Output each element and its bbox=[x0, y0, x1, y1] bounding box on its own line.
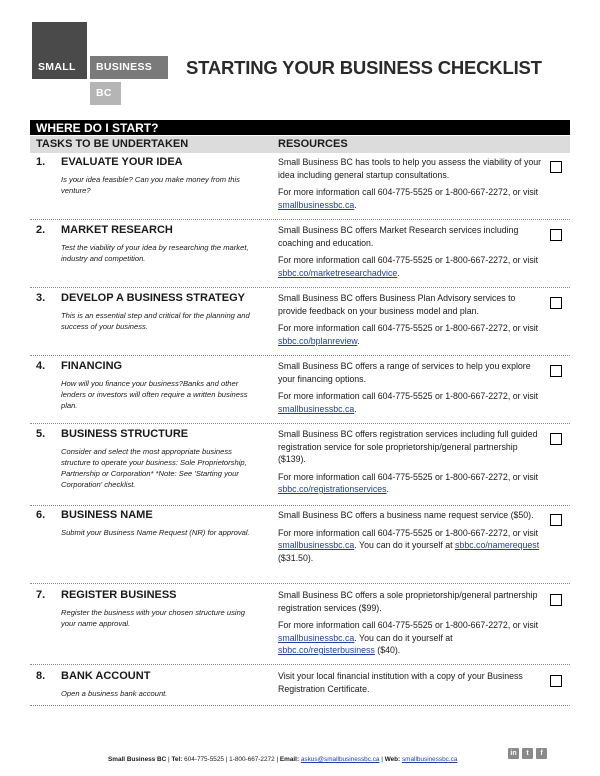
item-resources bbox=[278, 360, 542, 420]
resource-link[interactable]: smallbusinessbc.ca bbox=[278, 199, 355, 210]
contact-text-end: . bbox=[397, 267, 400, 278]
facebook-icon[interactable]: f bbox=[536, 748, 547, 759]
item-description: Submit your Business Name Request (NR) for approval. bbox=[61, 528, 250, 537]
item-description: How will you finance your business?Banks and other lenders or investors will often require a written business plan. bbox=[61, 379, 248, 410]
resource-text: Visit your local financial institution with a copy of your Business Registration Certificate. bbox=[278, 671, 523, 694]
item-title: MARKET RESEARCH bbox=[61, 224, 173, 236]
item-number: 8. bbox=[36, 670, 46, 682]
item-description: This is an essential step and critical for the planning and success of your business. bbox=[61, 311, 250, 331]
twitter-icon[interactable]: t bbox=[522, 748, 533, 759]
resource-contact bbox=[278, 254, 542, 279]
footer bbox=[108, 756, 457, 763]
logo-text-small: SMALL bbox=[38, 61, 76, 73]
self-service-link[interactable]: sbbc.co/registerbusiness bbox=[278, 645, 375, 655]
checkbox[interactable] bbox=[550, 514, 562, 526]
item-number: 6. bbox=[36, 509, 46, 521]
checklist-row bbox=[30, 357, 570, 424]
contact-text-mid: . You can do it yourself at bbox=[354, 540, 456, 550]
page-title: STARTING YOUR BUSINESS CHECKLIST bbox=[186, 57, 542, 78]
footer-web-label: Web: bbox=[384, 756, 401, 763]
footer-sep: | bbox=[168, 756, 170, 763]
contact-text: For more information call 604-775-5525 or 1-800-667-2272, or visit bbox=[278, 471, 539, 482]
self-service-link[interactable]: sbbc.co/namerequest bbox=[455, 540, 540, 550]
checklist-row bbox=[30, 506, 570, 584]
item-resources bbox=[278, 509, 542, 569]
footer-tel: 604-775-5525 | 1-800-667-2272 bbox=[184, 756, 275, 763]
contact-text: For more information call 604-775-5525 or 1-800-667-2272, or visit bbox=[278, 187, 539, 197]
item-resources bbox=[278, 670, 542, 700]
contact-text: For more information call 604-775-5525 or 1-800-667-2272, or visit bbox=[278, 323, 539, 333]
checkbox[interactable] bbox=[550, 433, 562, 445]
item-title: BUSINESS NAME bbox=[61, 509, 153, 521]
checkbox[interactable] bbox=[550, 594, 562, 606]
resource-link[interactable]: sbbc.co/registrationservices bbox=[278, 484, 387, 494]
footer-tel-label: Tel: bbox=[171, 756, 183, 763]
checklist-row bbox=[30, 289, 570, 356]
checkbox[interactable] bbox=[550, 229, 562, 241]
resource-contact bbox=[278, 527, 542, 565]
section-heading-text: WHERE DO I START? bbox=[36, 121, 159, 135]
footer-org: Small Business BC bbox=[108, 756, 167, 763]
logo-text-business: BUSINESS bbox=[96, 61, 153, 73]
item-title: FINANCING bbox=[61, 360, 123, 372]
resource-text: Small Business BC offers a business name request service ($50). bbox=[278, 510, 534, 520]
footer-sep: | bbox=[276, 756, 279, 763]
item-resources bbox=[278, 589, 542, 662]
checkbox[interactable] bbox=[550, 365, 562, 377]
resource-text: Small Business BC offers Market Research services including coaching and education. bbox=[278, 225, 519, 248]
contact-text: For more information call 604-775-5525 or 1-800-667-2272, or visit bbox=[278, 255, 539, 265]
resource-link[interactable]: smallbusinessbc.ca bbox=[278, 540, 355, 550]
item-description: Consider and select the most appropriate business structure to operate your business: Sole Proprietorship, Partnership or Corporation* *Note: See 'Starting your Corporation' checklist. bbox=[61, 447, 247, 489]
footer-email-link[interactable]: askus@smallbusinessbc.ca bbox=[300, 756, 380, 763]
resource-text: Small Business BC has tools to help you assess the viability of your idea including general startup consultations. bbox=[278, 157, 542, 180]
checklist-row bbox=[30, 153, 570, 220]
checkbox[interactable] bbox=[550, 161, 562, 173]
contact-text-end: ($31.50). bbox=[278, 552, 314, 563]
column-headers bbox=[30, 136, 570, 153]
contact-text-end: . bbox=[354, 403, 357, 414]
resource-link[interactable]: smallbusinessbc.ca bbox=[278, 632, 355, 643]
checklist-row bbox=[30, 425, 570, 506]
resource-text: Small Business BC offers a range of services to help you explore your financing options. bbox=[278, 361, 531, 384]
contact-text: For more information call 604-775-5525 or 1-800-667-2272, or visit bbox=[278, 527, 539, 538]
logo-text-bc: BC bbox=[96, 87, 112, 99]
checkbox[interactable] bbox=[550, 297, 562, 309]
logo-block-business bbox=[90, 56, 168, 79]
contact-text-end: ($40). bbox=[374, 645, 401, 655]
item-resources bbox=[278, 292, 542, 352]
resource-link[interactable]: sbbc.co/bplanreview bbox=[278, 335, 358, 346]
item-resources bbox=[278, 224, 542, 284]
checklist-row bbox=[30, 667, 570, 706]
item-number: 7. bbox=[36, 589, 46, 601]
checklist-row bbox=[30, 586, 570, 665]
resource-contact bbox=[278, 322, 542, 347]
checklist-row bbox=[30, 221, 570, 288]
logo-block-small bbox=[32, 22, 87, 79]
footer-email-label: Email: bbox=[279, 756, 300, 763]
contact-text-mid: . You can do it yourself at bbox=[354, 632, 453, 643]
contact-text-end: . bbox=[357, 335, 360, 346]
checkbox[interactable] bbox=[550, 675, 562, 687]
item-number: 3. bbox=[36, 292, 46, 304]
footer-sep: | bbox=[381, 756, 383, 763]
linkedin-icon[interactable]: in bbox=[508, 748, 519, 759]
section-heading bbox=[30, 120, 570, 135]
item-number: 2. bbox=[36, 224, 46, 236]
item-title: EVALUATE YOUR IDEA bbox=[61, 156, 183, 168]
item-number: 1. bbox=[36, 156, 46, 168]
tasks-column-header: TASKS TO BE UNDERTAKEN bbox=[36, 138, 189, 150]
resource-text: Small Business BC offers a sole proprietorship/general partnership registration services ($99). bbox=[278, 590, 538, 613]
footer-web-link[interactable]: smallbusinessbc.ca bbox=[401, 756, 458, 763]
resource-contact bbox=[278, 471, 542, 496]
resource-contact bbox=[278, 390, 542, 415]
item-description: Open a business bank account. bbox=[61, 689, 168, 698]
logo-block-bc bbox=[90, 82, 121, 105]
item-resources bbox=[278, 428, 542, 501]
contact-text-end: . bbox=[386, 484, 389, 494]
contact-text: For more information call 604-775-5525 or 1-800-667-2272, or visit bbox=[278, 391, 539, 401]
item-description: Test the viability of your idea by researching the market, industry and competition. bbox=[61, 243, 249, 263]
item-description: Is your idea feasible? Can you make money from this venture? bbox=[61, 175, 240, 195]
resource-link[interactable]: smallbusinessbc.ca bbox=[278, 403, 355, 414]
resource-contact bbox=[278, 186, 542, 211]
item-title: BANK ACCOUNT bbox=[61, 670, 151, 682]
resource-text: Small Business BC offers registration services including full guided registration service for sole proprietorship/general partnership ($139). bbox=[278, 429, 538, 464]
contact-text: For more information call 604-775-5525 or 1-800-667-2272, or visit bbox=[278, 620, 539, 630]
item-description: Register the business with your chosen structure using your name approval. bbox=[61, 608, 246, 628]
resources-column-header: RESOURCES bbox=[278, 138, 348, 150]
resource-text: Small Business BC offers Business Plan Advisory services to provide feedback on your business model and plan. bbox=[278, 293, 516, 316]
item-number: 4. bbox=[36, 360, 46, 372]
contact-text-end: . bbox=[354, 199, 357, 210]
item-number: 5. bbox=[36, 428, 46, 440]
resource-link[interactable]: sbbc.co/marketresearchadvice bbox=[278, 267, 398, 278]
item-title: BUSINESS STRUCTURE bbox=[61, 428, 189, 440]
resource-contact bbox=[278, 619, 542, 657]
item-title: REGISTER BUSINESS bbox=[61, 589, 177, 601]
item-resources bbox=[278, 156, 542, 216]
item-title: DEVELOP A BUSINESS STRATEGY bbox=[61, 292, 245, 304]
